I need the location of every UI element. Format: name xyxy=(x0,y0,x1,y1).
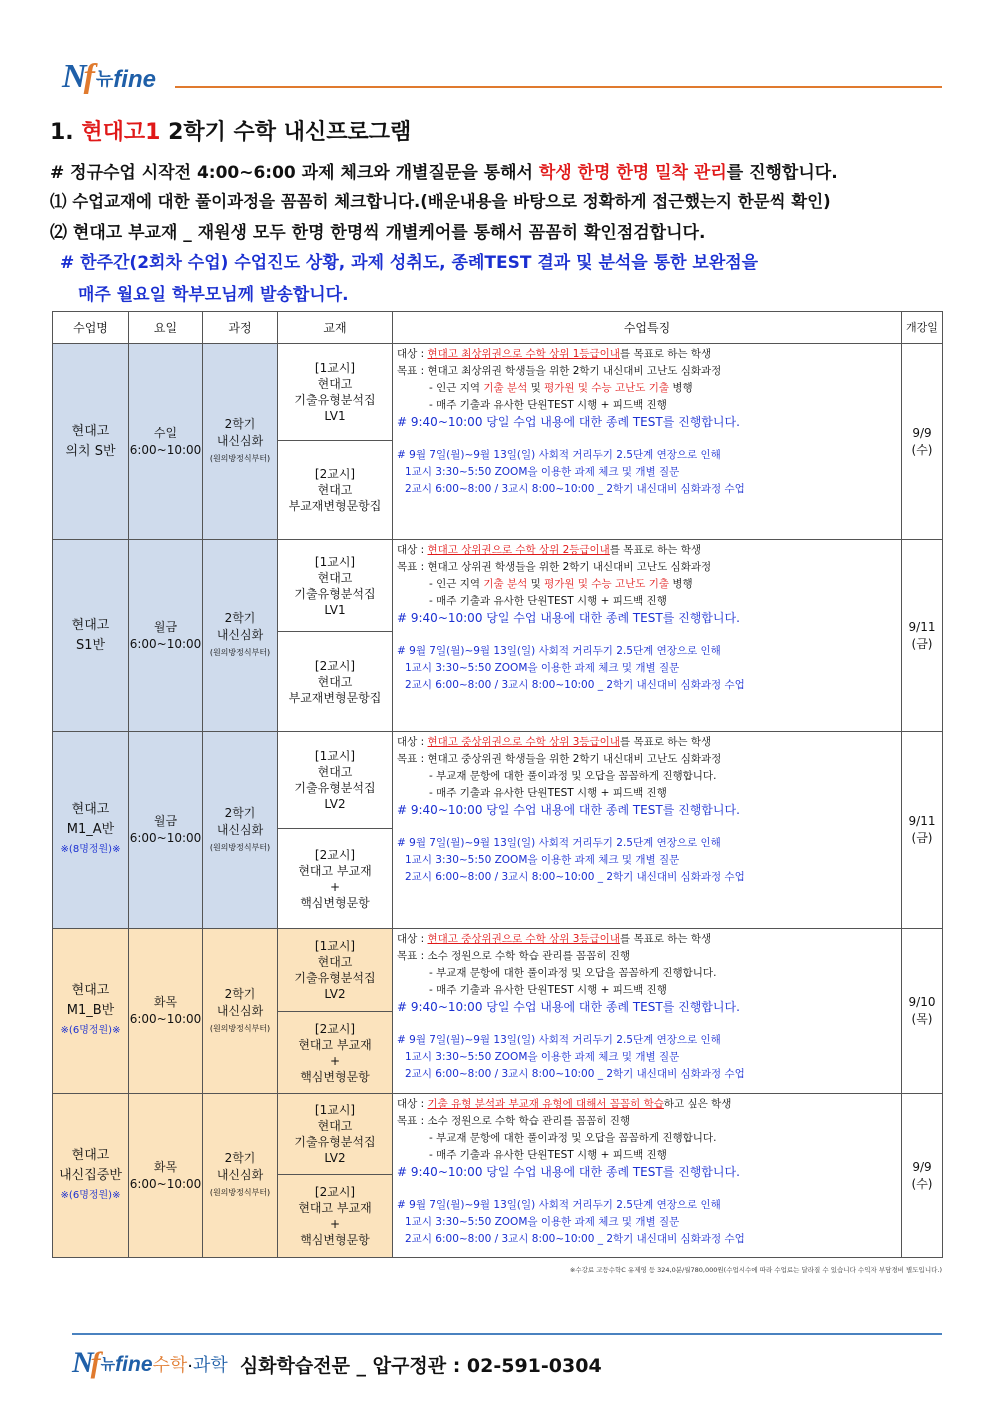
feature-weekly: - 매주 기출과 유사한 단원TEST 시행 + 피드백 진행 xyxy=(429,1149,667,1161)
feature-schedule-2: 1교시 3:30~5:50 ZOOM을 이용한 과제 체크 및 개별 질문 xyxy=(405,1216,680,1228)
book-period-2: [2교시] 현대고 부교재 + 핵심변형문항 xyxy=(278,829,393,929)
feature-test: # 9:40~10:00 당일 수업 내용에 대한 종례 TEST를 진행합니다. xyxy=(397,415,740,429)
footer-dot: · xyxy=(187,1356,194,1377)
feature-goal: 목표 : 현대고 중상위권 학생들을 위한 2학기 내신대비 고난도 심화과정 xyxy=(397,753,722,765)
class-process-cell xyxy=(203,1094,278,1258)
class-process-cell xyxy=(203,732,278,929)
feature-schedule-1: # 9월 7일(월)~9월 13일(일) 사회적 거리두기 2.5단계 연장으로 인해 xyxy=(397,837,721,849)
class-process: 2학기 내신심화 xyxy=(216,1151,264,1182)
schedule-table xyxy=(52,311,943,1258)
feature-target: 대상 : 현대고 상위권으로 수학 상위 2등급이내를 목표로 하는 학생 xyxy=(397,544,701,556)
footer-subject-science: 과학 xyxy=(193,1355,228,1376)
feature-schedule-1: # 9월 7일(월)~9월 13일(일) 사회적 거리두기 2.5단계 연장으로 인해 xyxy=(397,449,721,461)
feature-schedule-3: 2교시 6:00~8:00 / 3교시 8:00~10:00 _ 2학기 내신대비 심화과정 수업 xyxy=(405,483,745,495)
start-date: 9/9 (수) xyxy=(902,1094,943,1258)
feature-schedule-2: 1교시 3:30~5:50 ZOOM을 이용한 과제 체크 및 개별 질문 xyxy=(405,854,680,866)
feature-test: # 9:40~10:00 당일 수업 내용에 대한 종례 TEST를 진행합니다. xyxy=(397,1165,740,1179)
class-process: 2학기 내신심화 xyxy=(216,611,264,642)
table-row xyxy=(53,929,943,1012)
feature-schedule-3: 2교시 6:00~8:00 / 3교시 8:00~10:00 _ 2학기 내신대비 심화과정 수업 xyxy=(405,1068,745,1080)
class-capacity: ※(6명정원)※ xyxy=(60,1025,121,1036)
feature-weekly: - 매주 기출과 유사한 단원TEST 시행 + 피드백 진행 xyxy=(429,399,667,411)
class-day: 수일 6:00~10:00 xyxy=(129,344,203,540)
class-features xyxy=(393,1094,902,1258)
class-process: 2학기 내신심화 xyxy=(216,986,264,1018)
feature-schedule-1: # 9월 7일(월)~9월 13일(일) 사회적 거리두기 2.5단계 연장으로 인해 xyxy=(397,645,721,657)
class-day: 월금 6:00~10:00 xyxy=(129,540,203,732)
footer-logo-mark: Nf xyxy=(72,1346,98,1379)
class-capacity: ※(8명정원)※ xyxy=(60,844,121,855)
feature-schedule-2: 1교시 3:30~5:50 ZOOM을 이용한 과제 체크 및 개별 질문 xyxy=(405,466,680,478)
class-process-cell xyxy=(203,929,278,1094)
feature-schedule-3: 2교시 6:00~8:00 / 3교시 8:00~10:00 _ 2학기 내신대비 심화과정 수업 xyxy=(405,871,745,883)
feature-weekly: - 매주 기출과 유사한 단원TEST 시행 + 피드백 진행 xyxy=(429,787,667,799)
book-period-2: [2교시] 현대고 부교재변형문항집 xyxy=(278,441,393,540)
logo-nyu: 뉴 xyxy=(95,69,114,90)
footer xyxy=(72,1346,602,1380)
feature-schedule-1: # 9월 7일(월)~9월 13일(일) 사회적 거리두기 2.5단계 연장으로 인해 xyxy=(397,1034,721,1046)
footer-contact: 심화학습전문 _ 압구정관 : 02-591-0304 xyxy=(239,1355,602,1377)
feature-target: 대상 : 현대고 중상위권으로 수학 상위 3등급이내를 목표로 하는 학생 xyxy=(397,736,712,748)
target-highlight: 현대고 최상위권으로 수학 상위 1등급이내 xyxy=(427,348,620,360)
intro-line-5: 매주 월요일 학부모님께 발송합니다. xyxy=(78,285,349,305)
class-process-note: (원의방정식부터) xyxy=(209,1188,271,1197)
class-name: 현대고 내신집중반 xyxy=(59,1147,122,1183)
feature-detail: - 부교재 문항에 대한 풀이과정 및 오답을 꼼꼼하게 진행합니다. xyxy=(429,770,717,782)
start-date: 9/11 (금) xyxy=(902,540,943,732)
target-highlight: 현대고 상위권으로 수학 상위 2등급이내 xyxy=(427,544,610,556)
feature-detail: - 부교재 문항에 대한 풀이과정 및 오답을 꼼꼼하게 진행합니다. xyxy=(429,1132,717,1144)
class-name: 현대고 S1반 xyxy=(71,617,110,653)
header-process: 과정 xyxy=(203,312,278,344)
start-date: 9/11 (금) xyxy=(902,732,943,929)
feature-target: 대상 : 현대고 최상위권으로 수학 상위 1등급이내를 목표로 하는 학생 xyxy=(397,348,712,360)
feature-test: # 9:40~10:00 당일 수업 내용에 대한 종례 TEST를 진행합니다. xyxy=(397,803,740,817)
book-period-2: [2교시] 현대고 부교재 + 핵심변형문항 xyxy=(278,1175,393,1258)
feature-target: 대상 : 기출 유형 분석과 부교재 유형에 대해서 꼼꼼히 학습하고 싶은 학생 xyxy=(397,1098,732,1110)
class-day: 월금 6:00~10:00 xyxy=(129,732,203,929)
class-name-cell xyxy=(53,732,129,929)
class-features xyxy=(393,929,902,1094)
class-day: 화목 6:00~10:00 xyxy=(129,1094,203,1258)
feature-schedule-3: 2교시 6:00~8:00 / 3교시 8:00~10:00 _ 2학기 내신대비 심화과정 수업 xyxy=(405,679,745,691)
feature-target: 대상 : 현대고 중상위권으로 수학 상위 3등급이내를 목표로 하는 학생 xyxy=(397,933,712,945)
feature-schedule-1: # 9월 7일(월)~9월 13일(일) 사회적 거리두기 2.5단계 연장으로 인해 xyxy=(397,1199,721,1211)
start-date: 9/10 (목) xyxy=(902,929,943,1094)
class-process-note: (원의방정식부터) xyxy=(209,842,271,852)
class-name-cell xyxy=(53,929,129,1094)
header-features: 수업특징 xyxy=(393,312,902,344)
class-features xyxy=(393,540,902,732)
header-divider xyxy=(175,86,942,88)
intro-highlight: 학생 한명 한명 밀착 관리 xyxy=(538,163,727,183)
intro-line-1 xyxy=(50,158,838,183)
fee-footnote: ※수강료 고등수학C 유제영 등 324,0분/월780,000원(수업시수에 따라 수업료는 달라질 수 있습니다 수익자 부담경비 별도입니다.) xyxy=(569,1266,942,1274)
footer-logo-fine: fine xyxy=(115,1353,153,1376)
class-process-note: (원의방정식부터) xyxy=(209,454,271,463)
title-prefix: 1. xyxy=(50,120,82,145)
book-period-2: [2교시] 현대고 부교재 + 핵심변형문항 xyxy=(278,1012,393,1094)
header-class: 수업명 xyxy=(53,312,129,344)
feature-goal: 목표 : 현대고 상위권 학생들을 위한 2학기 내신대비 고난도 심화과정 xyxy=(397,561,712,573)
feature-schedule-3: 2교시 6:00~8:00 / 3교시 8:00~10:00 _ 2학기 내신대비 심화과정 수업 xyxy=(405,1233,745,1245)
intro-text: # 정규수업 시작전 4:00~6:00 과제 체크와 개별질문을 통해서 xyxy=(50,163,539,183)
footer-subject-math: 수학 xyxy=(152,1355,188,1376)
book-period-1: [1교시] 현대고 기출유형분석집 LV1 xyxy=(278,540,393,632)
class-name: 현대고 의치 S반 xyxy=(65,423,116,459)
book-period-1: [1교시] 현대고 기출유형분석집 LV1 xyxy=(278,344,393,441)
class-features xyxy=(393,732,902,929)
book-period-1: [1교시] 현대고 기출유형분석집 LV2 xyxy=(278,732,393,829)
header-start-date: 개강일 xyxy=(902,312,943,344)
feature-test: # 9:40~10:00 당일 수업 내용에 대한 종례 TEST를 진행합니다. xyxy=(397,1000,740,1014)
target-highlight: 현대고 중상위권으로 수학 상위 3등급이내 xyxy=(427,736,620,748)
header-day: 요일 xyxy=(129,312,203,344)
feature-goal: 목표 : 현대고 최상위권 학생들을 위한 2학기 내신대비 고난도 심화과정 xyxy=(397,365,722,377)
class-name-cell xyxy=(53,540,129,732)
title-school: 현대고1 xyxy=(81,120,161,145)
table-row xyxy=(53,732,943,829)
class-capacity: ※(6명정원)※ xyxy=(60,1189,121,1201)
class-name: 현대고 M1_A반 xyxy=(66,802,115,837)
footer-logo-nyu: 뉴 xyxy=(100,1355,116,1373)
feature-schedule-2: 1교시 3:30~5:50 ZOOM을 이용한 과제 체크 및 개별 질문 xyxy=(405,1051,680,1063)
feature-test: # 9:40~10:00 당일 수업 내용에 대한 종례 TEST를 진행합니다. xyxy=(397,611,740,625)
feature-weekly: - 매주 기출과 유사한 단원TEST 시행 + 피드백 진행 xyxy=(429,595,667,607)
target-highlight: 현대고 중상위권으로 수학 상위 3등급이내 xyxy=(427,933,620,945)
book-period-2: [2교시] 현대고 부교재변형문항집 xyxy=(278,632,393,732)
intro-line-4: # 한주간(2회차 수업) 수업진도 상황, 과제 성취도, 종례TEST 결과 및 분석을 통한 보완점을 xyxy=(60,253,759,273)
table-row xyxy=(53,1094,943,1175)
feature-detail: - 인근 지역 기출 분석 및 평가원 및 수능 고난도 기출 병행 xyxy=(429,578,693,590)
class-day: 화목 6:00~10:00 xyxy=(129,929,203,1094)
book-period-1: [1교시] 현대고 기출유형분석집 LV2 xyxy=(278,1094,393,1175)
footer-divider xyxy=(72,1333,942,1335)
feature-goal: 목표 : 소수 정원으로 수학 학습 관리를 꼼꼼히 진행 xyxy=(397,1115,631,1127)
feature-goal: 목표 : 소수 정원으로 수학 학습 관리를 꼼꼼히 진행 xyxy=(397,950,631,962)
intro-line-2: ⑴ 수업교재에 대한 풀이과정을 꼼꼼히 체크합니다.(배운내용을 바탕으로 정확하게 접근했는지 한문씩 확인) xyxy=(50,192,831,211)
start-date: 9/9 (수) xyxy=(902,344,943,540)
class-features xyxy=(393,344,902,540)
book-period-1: [1교시] 현대고 기출유형분석집 LV2 xyxy=(278,929,393,1012)
intro-line-3: ⑵ 현대고 부교재 _ 재원생 모두 한명 한명씩 개별케어를 통해서 꼼꼼히 확인점검합니다. xyxy=(50,223,706,243)
class-process-note: (원의방정식부터) xyxy=(209,1023,271,1033)
class-name-cell xyxy=(53,1094,129,1258)
feature-schedule-2: 1교시 3:30~5:50 ZOOM을 이용한 과제 체크 및 개별 질문 xyxy=(405,662,680,674)
page-title xyxy=(50,115,411,146)
class-process: 2학기 내신심화 xyxy=(216,417,264,448)
class-process-cell xyxy=(203,344,278,540)
class-process-note: (원의방정식부터) xyxy=(209,648,271,657)
logo-mark: Nf xyxy=(62,58,92,95)
feature-detail: - 인근 지역 기출 분석 및 평가원 및 수능 고난도 기출 병행 xyxy=(429,382,693,394)
brand-logo xyxy=(62,58,156,96)
logo-fine: fine xyxy=(113,66,156,93)
target-highlight: 기출 유형 분석과 부교재 유형에 대해서 꼼꼼히 학습 xyxy=(427,1098,664,1110)
class-process-cell xyxy=(203,540,278,732)
feature-detail: - 부교재 문항에 대한 풀이과정 및 오답을 꼼꼼하게 진행합니다. xyxy=(429,967,717,979)
intro-text: 를 진행합니다. xyxy=(726,163,838,183)
class-name-cell xyxy=(53,344,129,540)
feature-weekly: - 매주 기출과 유사한 단원TEST 시행 + 피드백 진행 xyxy=(429,984,667,996)
table-row xyxy=(53,344,943,441)
title-rest: 2학기 수학 내신프로그램 xyxy=(160,120,412,145)
class-process: 2학기 내신심화 xyxy=(216,805,264,837)
table-row xyxy=(53,540,943,632)
class-name: 현대고 M1_B반 xyxy=(66,983,115,1018)
table-header-row xyxy=(53,312,943,344)
header-book: 교재 xyxy=(278,312,393,344)
